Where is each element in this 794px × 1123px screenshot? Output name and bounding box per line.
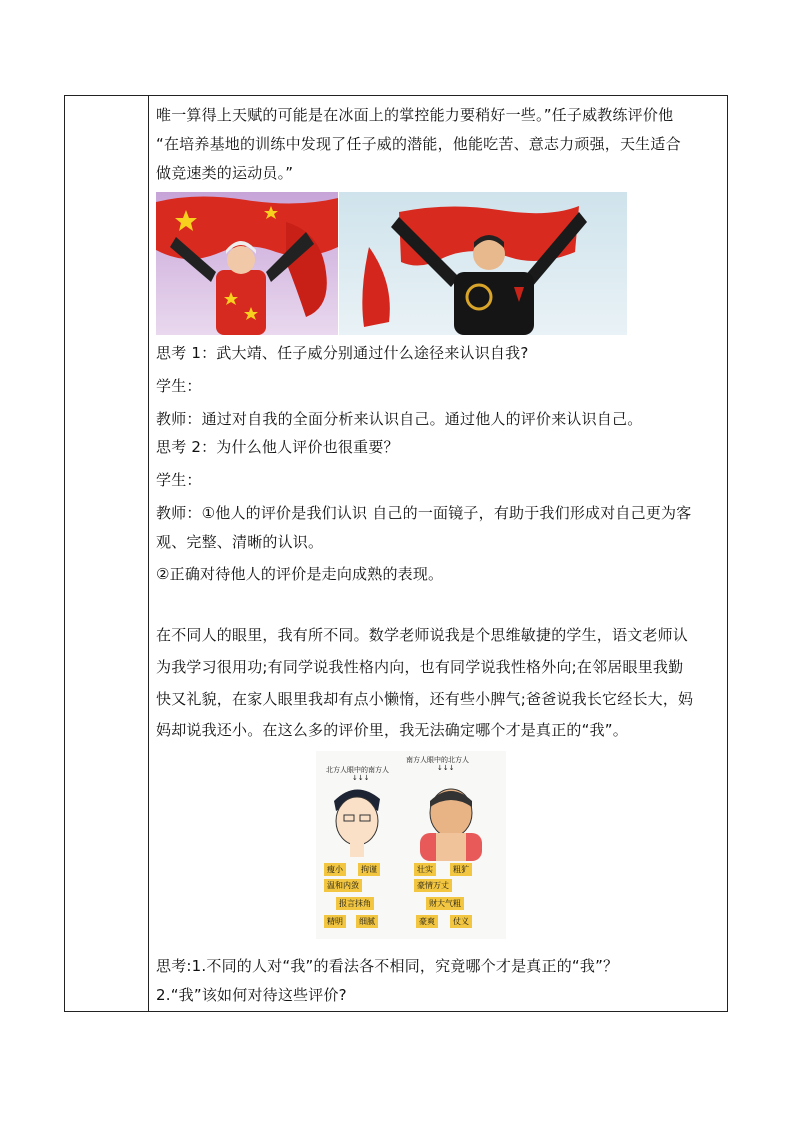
cartoon-comparison-image <box>316 751 506 939</box>
left-cartoon-title: 北方人眼中的南方人 <box>326 766 389 774</box>
tag-left-3: 温和内敛 <box>324 879 362 892</box>
paragraph-line: 在不同人的眼里，我有所不同。数学老师说我是个思维敏捷的学生，语文老师认 <box>156 626 689 644</box>
tag-right-1: 壮实 <box>414 863 436 876</box>
paragraph-line: 快又礼貌，在家人眼里我却有点小懒惰，还有些小脾气;爸爸说我长它经长大，妈 <box>156 690 694 708</box>
tag-right-2: 粗犷 <box>450 863 472 876</box>
paragraph-line: 妈却说我还小。在这么多的评价里，我无法确定哪个才是真正的“我”。 <box>156 721 628 739</box>
tag-left-2: 拘谨 <box>358 863 380 876</box>
right-cartoon-arrows: ↓↓↓ <box>437 764 455 772</box>
tag-right-6: 仗义 <box>450 915 472 928</box>
skater-photo-1 <box>156 192 338 335</box>
tag-left-6: 细腻 <box>356 915 378 928</box>
think-1: 思考 1：武大靖、任子威分别通过什么途径来认识自我? <box>156 344 529 362</box>
tag-right-3: 豪情万丈 <box>414 879 452 892</box>
think-3-point-2: 2.“我”该如何对待这些评价? <box>156 986 347 1004</box>
tag-left-4: 报言抹角 <box>336 897 374 910</box>
table-column-divider <box>148 96 149 1011</box>
think-3: 思考:1.不同的人对“我”的看法各不相同，究竟哪个才是真正的“我”？ <box>156 957 619 975</box>
right-cartoon-title: 南方人眼中的北方人 <box>406 756 469 764</box>
left-cartoon-arrows: ↓↓↓ <box>352 774 370 782</box>
teacher-2-cont: 观、完整、清晰的认识。 <box>156 533 324 551</box>
content-cell <box>156 96 719 1011</box>
student-1: 学生： <box>156 377 202 395</box>
teacher-1: 教师：通过对自我的全面分析来认识自己。通过他人的评价来认识自己。 <box>156 410 643 428</box>
tag-right-4: 财大气粗 <box>426 897 464 910</box>
cartoon-figures <box>316 781 506 861</box>
paragraph-line: 唯一算得上天赋的可能是在冰面上的掌控能力要稍好一些。”任子威教练评价他 <box>156 106 674 124</box>
think-2: 思考 2：为什么他人评价也很重要？ <box>156 438 399 456</box>
teacher-2: 教师：①他人的评价是我们认识 自己的一面镜子，有助于我们形成对自己更为客 <box>156 504 692 522</box>
tag-left-5: 精明 <box>324 915 346 928</box>
paragraph-line: 为我学习很用功;有同学说我性格内向，也有同学说我性格外向;在邻居眼里我勤 <box>156 658 684 676</box>
lesson-table <box>64 95 728 1012</box>
tag-left-1: 瘦小 <box>324 863 346 876</box>
paragraph-line: 做竞速类的运动员。” <box>156 164 294 182</box>
paragraph-line: “在培养基地的训练中发现了任子威的潜能，他能吃苦、意志力顽强，天生适合 <box>156 135 681 153</box>
tag-right-5: 豪爽 <box>416 915 438 928</box>
teacher-2-point-2: ②正确对待他人的评价是走向成熟的表现。 <box>156 565 444 583</box>
student-2: 学生： <box>156 471 202 489</box>
skater-photo-2 <box>339 192 627 335</box>
